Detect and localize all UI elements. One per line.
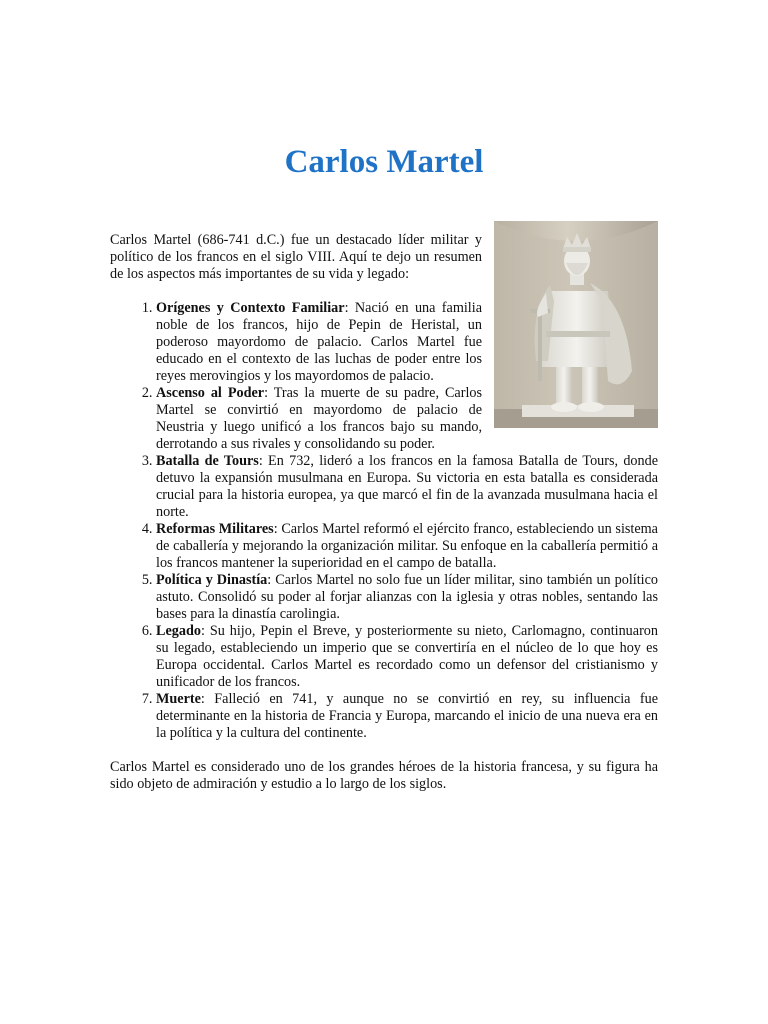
list-item-text: : En 732, lideró a los francos en la famosa Batalla de Tours, donde detuvo la expansión musulmana en Europa. Su victoria en esta batalla es considerada crucial para la historia europea, ya que marcó el fin de la avanzada musulmana hacia el norte. <box>156 453 659 520</box>
intro-paragraph: Carlos Martel (686-741 d.C.) fue un destacado líder militar y político de los francos en el siglo VIII. Aquí te dejo un resumen de los aspectos más importantes de su vida y legado: <box>110 232 482 282</box>
list-item-term: Ascenso al Poder <box>156 385 265 401</box>
list-item <box>156 623 658 691</box>
list-item <box>156 691 658 742</box>
list-item-term: Muerte <box>156 691 201 707</box>
conclusion-paragraph: Carlos Martel es considerado uno de los grandes héroes de la historia francesa, y su figura ha sido objeto de admiración y estudio a lo largo de los siglos. <box>110 759 658 792</box>
list-item-term: Política y Dinastía <box>156 572 268 588</box>
list-item-term: Batalla de Tours <box>156 453 259 469</box>
list-item-term: Legado <box>156 623 201 639</box>
list-item-term: Reformas Militares <box>156 521 274 537</box>
statue-image <box>494 221 658 428</box>
document-title: Carlos Martel <box>284 144 484 180</box>
list-item-text: : Carlos Martel reformó el ejército franco, estableciendo un sistema de caballería y mejorando la organización militar. Su enfoque en la caballería permitió a los francos mantener la superioridad en el campo de batalla. <box>156 521 658 571</box>
document-body <box>110 232 658 793</box>
list-item-text: : Carlos Martel no solo fue un líder militar, sino también un político astuto. Consolidó su poder al forjar alianzas con la iglesia y otras nobles, sentando las bases para la dinastía carolingia. <box>156 572 658 622</box>
list-item <box>156 521 658 572</box>
list-item-term: Orígenes y Contexto Familiar <box>156 300 345 316</box>
list-item-text: : Falleció en 741, y aunque no se convirtió en rey, su influencia fue determinante en la historia de Francia y Europa, marcando el inicio de una nueva era en la política y la cultura del continente. <box>156 691 658 741</box>
list-item-text: : Su hijo, Pepin el Breve, y posteriormente su nieto, Carlomagno, continuaron su legado, estableciendo un imperio que se convertiría en el núcleo de lo que hoy es Europa occidental. Carlos Martel es recordado como un defensor del cristianismo y unificador de los francos. <box>156 623 658 690</box>
list-item-text: : Tras la muerte de su padre, Carlos Martel se convirtió en mayordomo de palacio de Neustria y luego unificó a los francos bajo su mando, derrotando a sus rivales y consolidando su poder. <box>156 385 482 452</box>
list-item-text: : Nació en una familia noble de los francos, hijo de Pepin de Heristal, un poderoso mayordomo de palacio. Carlos Martel fue educado en el contexto de las luchas de poder entre los reyes merovingios y los mayordomos de palacio. <box>156 300 482 384</box>
statue-illustration <box>494 221 658 428</box>
list-item <box>156 572 658 623</box>
list-item <box>156 453 658 521</box>
